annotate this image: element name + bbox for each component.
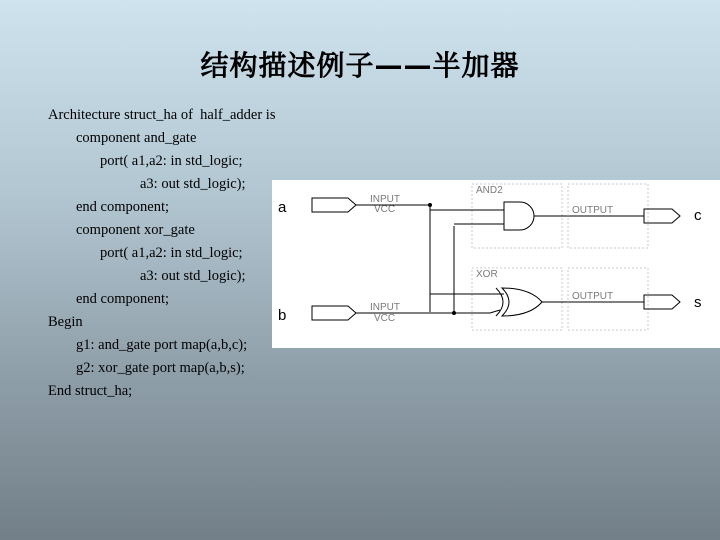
code-line: a3: out std_logic); [140,176,246,192]
input-b-vcc: VCC [374,313,396,324]
output-c-pin [644,209,680,223]
code-line: g1: and_gate port map(a,b,c); [76,337,248,353]
output-s-pin [644,295,680,309]
output-s-type: OUTPUT [572,291,614,302]
code-line: component and_gate [76,130,197,146]
vhdl-code-block [48,104,275,403]
signal-a-label: a [278,199,287,216]
signal-c-label: c [694,207,702,224]
code-line: component xor_gate [76,222,195,238]
slide-title: 结构描述例子——半加器 [200,49,520,82]
xor-gate [502,288,542,316]
code-line: Begin [48,314,83,330]
input-a-pin [312,198,356,212]
half-adder-schematic [272,180,720,348]
xor-gate-label: XOR [476,269,498,280]
input-a-vcc: VCC [374,204,396,215]
input-b-pin [312,306,356,320]
input-a-type: INPUT [370,194,400,205]
signal-b-label: b [278,307,287,324]
signal-s-label: s [694,294,702,311]
and-gate-label: AND2 [476,185,503,196]
code-line: port( a1,a2: in std_logic; [100,153,243,169]
output-c-type: OUTPUT [572,205,614,216]
code-line: Architecture struct_ha of half_adder is [48,107,276,123]
code-line: port( a1,a2: in std_logic; [100,245,243,261]
code-line: end component; [76,199,170,215]
code-line: g2: xor_gate port map(a,b,s); [76,360,245,376]
and-gate [504,202,534,230]
input-b-type: INPUT [370,302,400,313]
code-line: a3: out std_logic); [140,268,246,284]
code-line: End struct_ha; [48,383,133,399]
code-line: end component; [76,291,170,307]
